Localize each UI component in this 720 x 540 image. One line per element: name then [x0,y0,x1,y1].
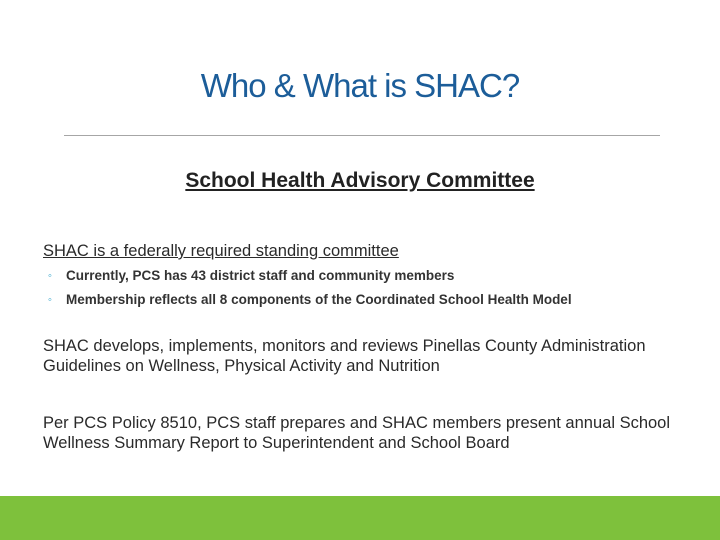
footer-accent-bar [0,496,720,540]
list-item [48,288,688,312]
title-divider [64,135,660,136]
paragraph-guidelines: SHAC develops, implements, monitors and reviews Pinellas County Administration Guidelines on Wellness, Physical Activity and Nutrition [43,337,646,375]
bullet-text: Membership reflects all 8 components of the Coordinated School Health Model [66,292,572,307]
paragraph-policy: Per PCS Policy 8510, PCS staff prepares and SHAC members present annual School Wellness Summary Report to Superintendent and School Board [43,414,671,452]
slide-subtitle: School Health Advisory Committee [185,169,535,192]
circle-bullet-icon: ◦ [48,294,52,306]
bullet-list [48,264,688,312]
circle-bullet-icon: ◦ [48,270,52,282]
bullet-text: Currently, PCS has 43 district staff and community members [66,268,455,283]
slide-title: Who & What is SHAC? [200,67,520,104]
list-item [48,264,688,288]
paragraph-required-committee: SHAC is a federally required standing committee [43,242,399,260]
